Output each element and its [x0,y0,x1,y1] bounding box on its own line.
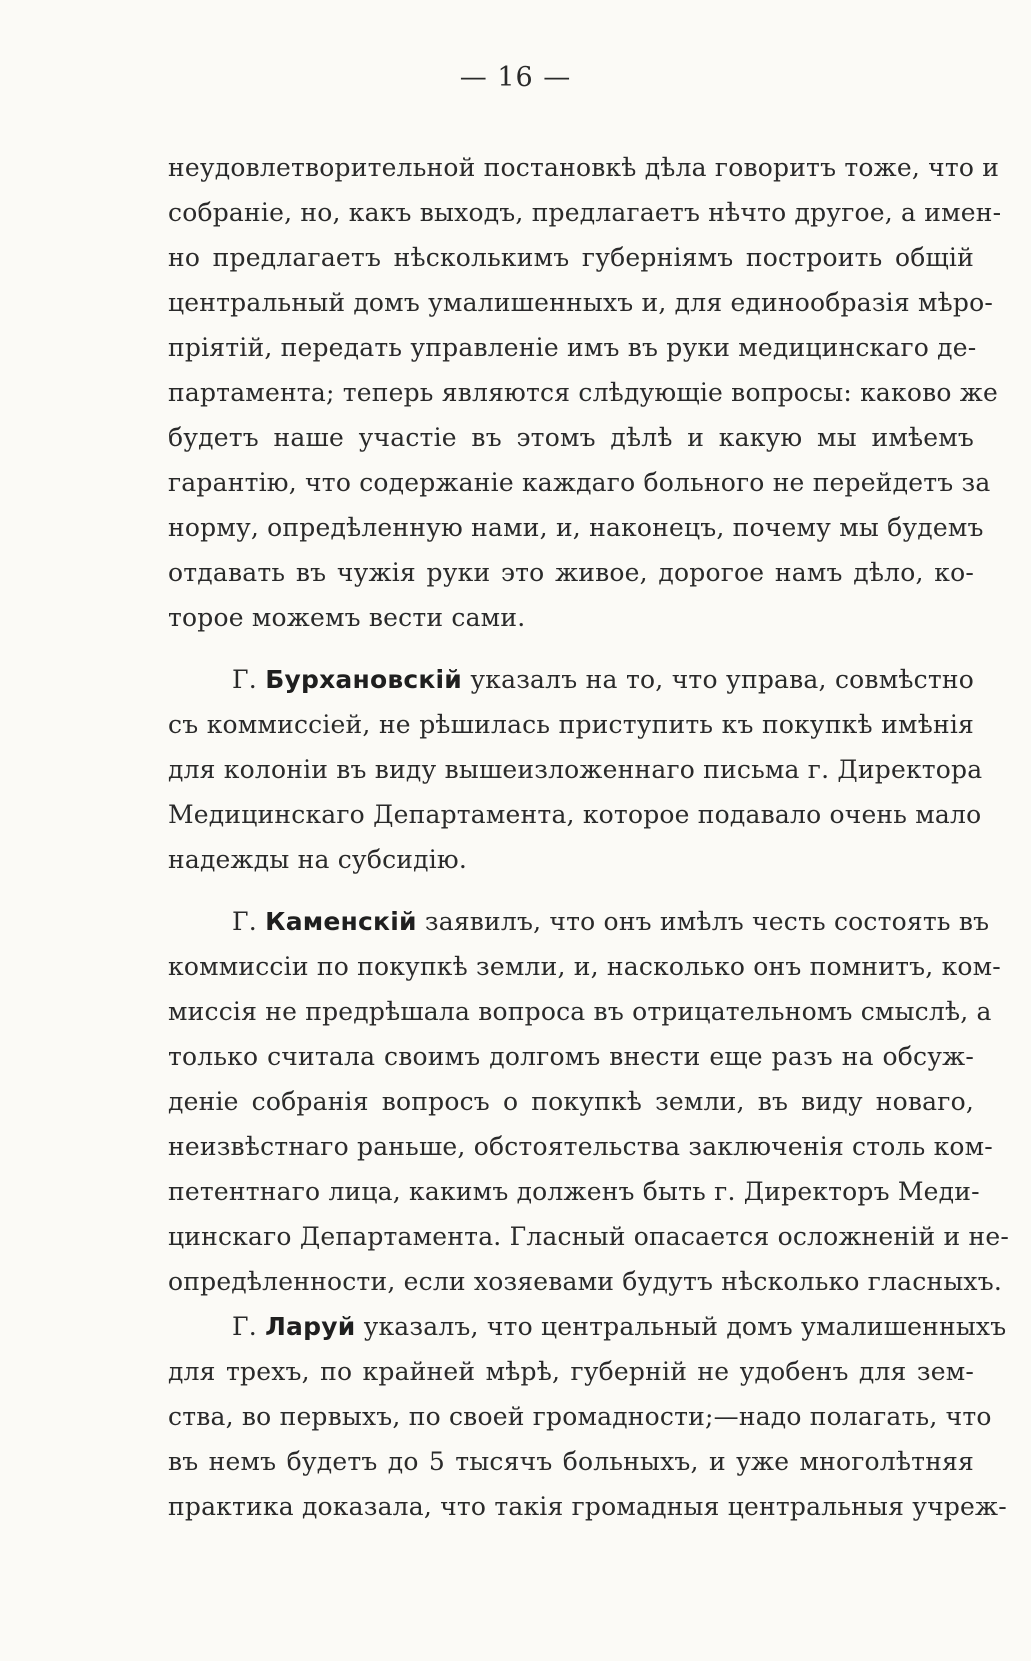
text-line: торое можемъ вести сами. [168,603,526,632]
paragraph [168,145,1002,640]
text-line: опредѣленности, если хозяевами будутъ нѣсколько гласныхъ. [168,1267,1002,1296]
text-line: для трехъ, по крайней мѣрѣ, губерній не удобенъ для зем- [168,1357,974,1386]
paragraph-first-line [168,1304,1007,1349]
text-line: коммиссіи по покупкѣ земли, и, насколько онъ помнитъ, ком- [168,952,1001,981]
text-line: деніе собранія вопросъ о покупкѣ земли, въ виду новаго, [168,1087,974,1116]
text-line: неизвѣстнаго раньше, обстоятельства заключенія столь ком- [168,1132,993,1161]
text-line: партамента; теперь являются слѣдующіе вопросы: каково же [168,378,998,407]
speaker-title: Г. [232,907,257,936]
text-line: надежды на субсидію. [168,845,468,874]
paragraph [168,1304,1007,1529]
paragraph-first-line [168,657,974,702]
text-line: только считала своимъ долгомъ внести еще разъ на обсуж- [168,1042,974,1071]
text-line: петентнаго лица, какимъ долженъ быть г. Директоръ Меди- [168,1177,980,1206]
line-text: указалъ на то, что управа, совмѣстно [470,665,974,694]
page-number: — 16 — [459,62,572,93]
body-text [168,145,1009,1529]
text-line: Медицинскаго Департамента, которое подавало очень мало [168,800,982,829]
paragraph-first-line [168,899,990,944]
text-line: практика доказала, что такія громадныя центральныя учреж- [168,1492,1007,1521]
line-text: указалъ, что центральный домъ умалишенныхъ [363,1312,1007,1341]
text-line: норму, опредѣленную нами, и, наконецъ, почему мы будемъ [168,513,984,542]
speaker-title: Г. [232,665,257,694]
text-line: отдавать въ чужія руки это живое, дорогое намъ дѣло, ко- [168,558,974,587]
text-line: пріятій, передать управленіе имъ въ руки медицинскаго де- [168,333,977,362]
speaker-name: Бурхановскій [265,665,463,694]
paragraph [168,657,983,882]
paragraph [168,899,1009,1304]
text-line: съ коммиссіей, не рѣшилась приступить къ покупкѣ имѣнія [168,710,974,739]
speaker-name: Каменскій [265,907,417,936]
text-line: центральный домъ умалишенныхъ и, для единообразія мѣро- [168,288,993,317]
text-line: но предлагаетъ нѣсколькимъ губерніямъ построить общій [168,243,974,272]
text-line: гарантію, что содержаніе каждаго больного не перейдетъ за [168,468,991,497]
speaker-name: Ларуй [265,1312,356,1341]
text-line: для колоніи въ виду вышеизложеннаго письма г. Директора [168,755,983,784]
text-line: миссія не предрѣшала вопроса въ отрицательномъ смыслѣ, а [168,997,992,1026]
text-line: цинскаго Департамента. Гласный опасается осложненій и не- [168,1222,1009,1251]
line-text: заявилъ, что онъ имѣлъ честь состоять въ [424,907,990,936]
text-line: собраніе, но, какъ выходъ, предлагаетъ нѣчто другое, а имен- [168,198,1002,227]
text-line: ства, во первыхъ, по своей громадности;—надо полагать, что [168,1402,992,1431]
text-line: въ немъ будетъ до 5 тысячъ больныхъ, и уже многолѣтняя [168,1447,974,1476]
text-line: будетъ наше участіе въ этомъ дѣлѣ и какую мы имѣемъ [168,423,974,452]
text-line: неудовлетворительной постановкѣ дѣла говоритъ тоже, что и [168,153,1000,182]
speaker-title: Г. [232,1312,257,1341]
